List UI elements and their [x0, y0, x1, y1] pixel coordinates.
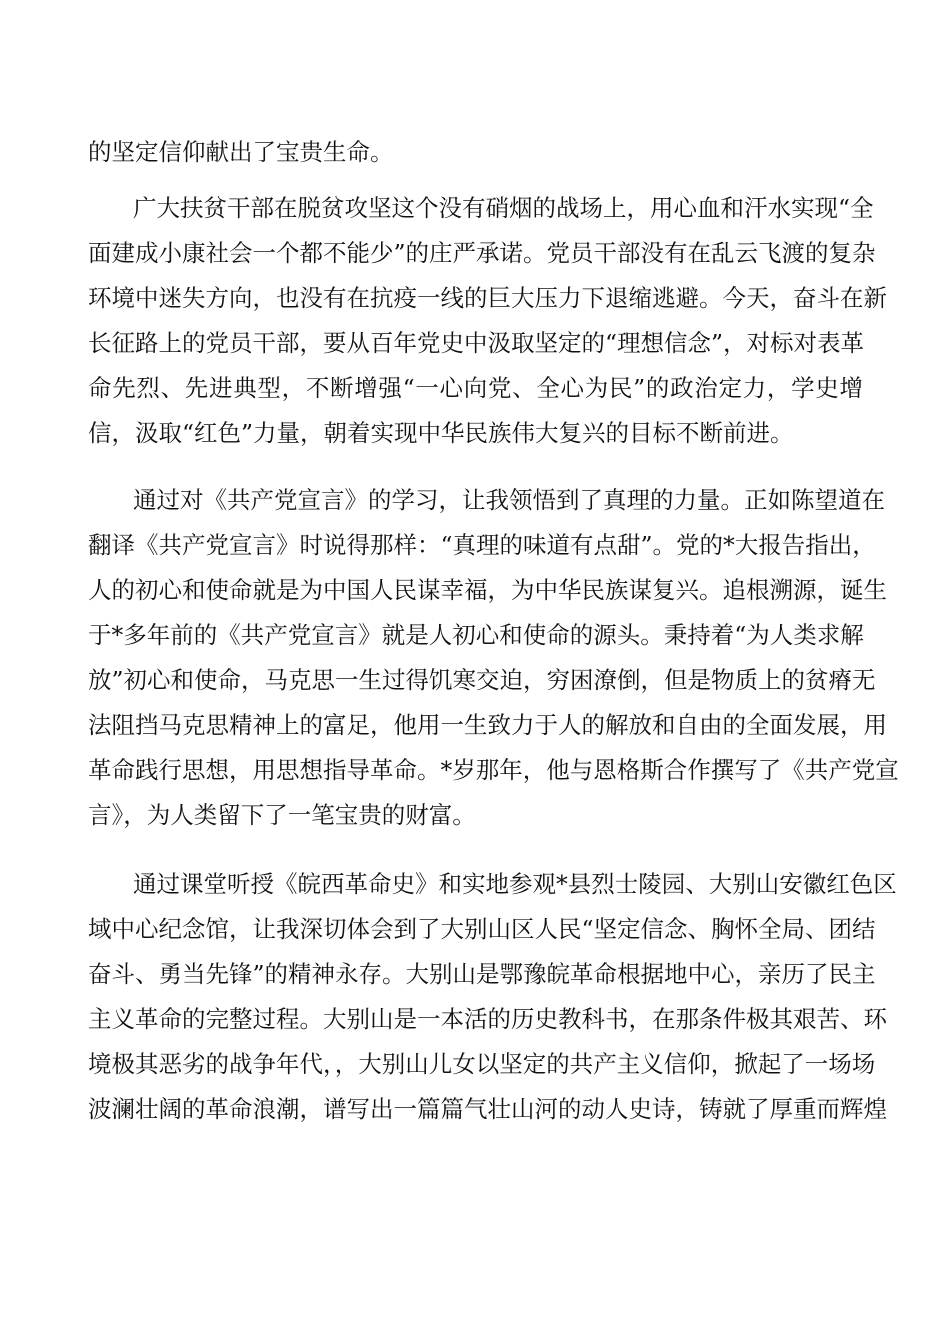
text-line: 人的初心和使命就是为中国人民谋幸福，为中华民族谋复兴。追根溯源，诞生 — [88, 576, 887, 604]
text-line: 于*多年前的《共产党宣言》就是人初心和使命的源头。秉持着“为人类求解 — [88, 621, 864, 649]
text-line: 法阻挡马克思精神上的富足，他用一生致力于人的解放和自由的全面发展，用 — [88, 711, 887, 739]
text-line: 长征路上的党员干部，要从百年党史中汲取坚定的“理想信念”，对标对表革 — [88, 329, 865, 357]
text-line: 信，汲取“红色”力量，朝着实现中华民族伟大复兴的目标不断前进。 — [88, 419, 794, 447]
text-line: 革命践行思想，用思想指导革命。*岁那年，他与恩格斯合作撰写了《共产党宣 — [88, 756, 899, 784]
text-line: 面建成小康社会一个都不能少”的庄严承诺。党员干部没有在乱云飞渡的复杂 — [88, 239, 876, 267]
text-line: 言》，为人类留下了一笔宝贵的财富。 — [88, 801, 476, 829]
text-line: 广大扶贫干部在脱贫攻坚这个没有硝烟的战场上，用心血和汗水实现“全 — [133, 194, 874, 222]
text-line: 翻译《共产党宣言》时说得那样：“真理的味道有点甜”。党的*大报告指出， — [88, 531, 876, 559]
text-line: 境极其恶劣的战争年代，，大别山儿女以坚定的共产主义信仰，掀起了一场场 — [88, 1050, 876, 1078]
text-line: 放”初心和使命，马克思一生过得饥寒交迫，穷困潦倒，但是物质上的贫瘠无 — [88, 666, 876, 694]
text-line: 环境中迷失方向，也没有在抗疫一线的巨大压力下退缩逃避。今天，奋斗在新 — [88, 284, 887, 312]
text-line: 主义革命的完整过程。大别山是一本活的历史教科书，在那条件极其艰苦、环 — [88, 1005, 887, 1033]
text-line: 域中心纪念馆，让我深切体会到了大别山区人民“坚定信念、胸怀全局、团结 — [88, 915, 876, 943]
text-line: 的坚定信仰献出了宝贵生命。 — [88, 138, 394, 166]
text-line: 通过课堂听授《皖西革命史》和实地参观*县烈士陵园、大别山安徽红色区 — [133, 870, 897, 898]
text-line: 通过对《共产党宣言》的学习，让我领悟到了真理的力量。正如陈望道在 — [133, 486, 885, 514]
text-line: 奋斗、勇当先锋”的精神永存。大别山是鄂豫皖革命根据地中心，亲历了民主 — [88, 960, 876, 988]
text-line: 波澜壮阔的革命浪潮，谱写出一篇篇气壮山河的动人史诗，铸就了厚重而辉煌 — [88, 1095, 887, 1123]
text-line: 命先烈、先进典型，不断增强“一心向党、全心为民”的政治定力，学史增 — [88, 374, 863, 402]
